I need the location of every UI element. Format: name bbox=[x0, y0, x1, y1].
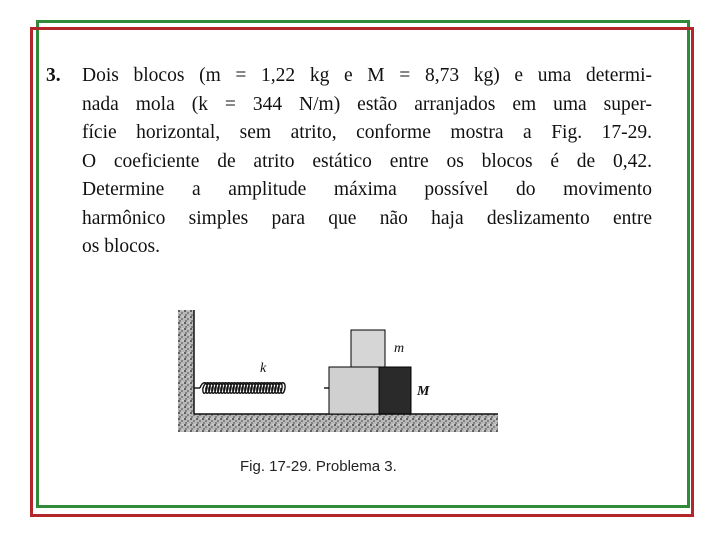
spring-block-figure bbox=[178, 310, 498, 435]
floor bbox=[178, 414, 498, 432]
problem-line: harmônico simples para que não haja deslizamento entre bbox=[82, 207, 652, 229]
wall bbox=[178, 310, 194, 432]
caption-text: Problema 3. bbox=[311, 458, 397, 475]
problem-line: O coeficiente de atrito estático entre os blocos é de 0,42. bbox=[82, 150, 652, 172]
block-M-face bbox=[329, 367, 379, 414]
problem-line: os blocos. bbox=[82, 236, 160, 257]
problem-line: fície horizontal, sem atrito, conforme mostra a Fig. 17-29. bbox=[82, 122, 652, 143]
problem-text bbox=[82, 62, 652, 262]
problem-line: Dois blocos (m = 1,22 kg e M = 8,73 kg) e uma determi- bbox=[82, 65, 652, 86]
label-m: m bbox=[394, 341, 405, 356]
problem-line: Determine a amplitude máxima possível do movimento bbox=[82, 179, 652, 200]
label-k: k bbox=[260, 361, 267, 376]
label-M: M bbox=[417, 384, 430, 399]
spring bbox=[194, 383, 329, 394]
block-m bbox=[351, 330, 385, 367]
problem-number: 3. bbox=[46, 65, 61, 86]
figure-caption bbox=[240, 458, 397, 475]
caption-number: Fig. 17-29. bbox=[240, 458, 312, 475]
problem-line: nada mola (k = 344 N/m) estão arranjados em uma super- bbox=[82, 93, 652, 115]
